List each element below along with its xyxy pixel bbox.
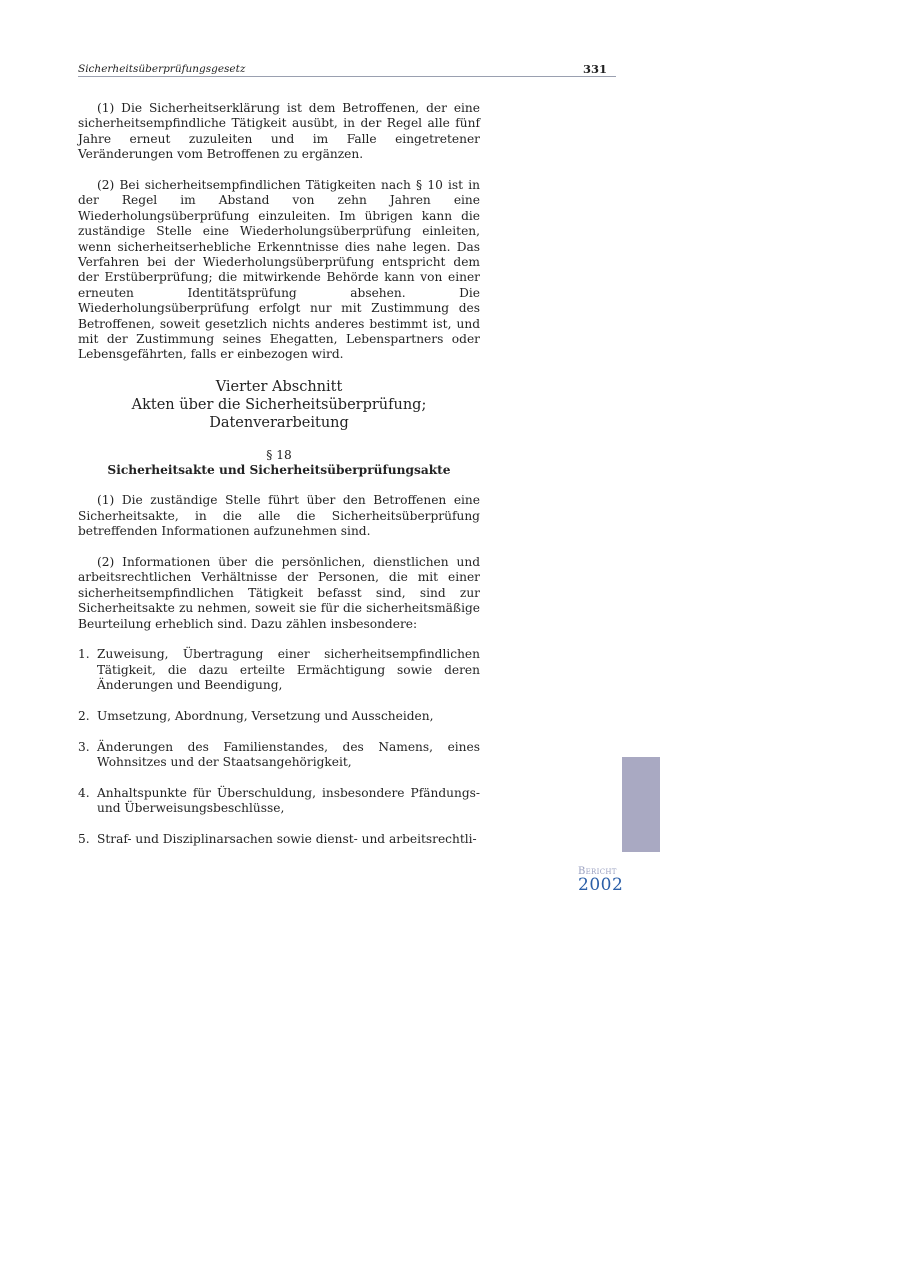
list-item-number: 1.: [78, 647, 90, 662]
page-number: 331: [583, 62, 608, 76]
intro-paragraph-2: (2) Bei sicherheitsempfindlichen Tätigkeiten nach § 10 ist in der Regel im Abstand von zehn Jahren eine Wiederholungsüberprüfung einzuleiten. Im übrigen kann die zuständige Stelle eine Wiederholungsüberprüfung einleiten, wenn sicherheitserhebliche Erkenntnisse dies nahe legen. Das Verfahren bei der Wiederholungsüberprüfung entspricht dem der Erstüberprüfung; die mitwirkende Behörde kann von einer erneuten Identitätsprüfung absehen. Die Wiederholungsüberprüfung erfolgt nur mit Zustimmung des Betroffenen, soweit gesetzlich nichts anderes bestimmt ist, und mit der Zustimmung seines Ehegatten, Lebenspartners oder Lebensgefährten, falls er einbezogen wird.: [78, 178, 480, 362]
list-item-number: 5.: [78, 832, 90, 847]
brand-word: Bericht: [578, 866, 617, 877]
body-paragraph-1: (1) Die zuständige Stelle führt über den Betroffenen eine Sicherheitsakte, in die alle die Sicherheitsüberprüfung betreffenden Informationen aufzunehmen sind.: [78, 493, 480, 539]
list-item-text: Umsetzung, Abordnung, Versetzung und Ausscheiden,: [97, 708, 434, 723]
list-item-text: Zuweisung, Übertragung einer sicherheitsempfindlichen Tätigkeit, die dazu erteilte Ermächtigung sowie deren Änderungen und Beendigung,: [97, 647, 480, 693]
text-column: [78, 101, 480, 863]
list-item: [78, 647, 480, 693]
brand-year: 2002: [578, 875, 624, 895]
paragraph-heading: [78, 448, 480, 478]
section-heading-line-2: Akten über die Sicherheitsüberprüfung;: [131, 397, 427, 414]
list-item-text: Anhaltspunkte für Überschuldung, insbesondere Pfändungs- und Überweisungsbeschlüsse,: [97, 785, 480, 816]
list-item: [78, 832, 480, 847]
header-title: Sicherheitsüberprüfungsgesetz: [78, 63, 246, 75]
list-item: [78, 709, 480, 724]
list-item: [78, 740, 480, 771]
report-brand: [578, 866, 634, 894]
body-paragraph-2: (2) Informationen über die persönlichen, dienstlichen und arbeitsrechtlichen Verhältnisse der Personen, die mit einer sicherheitsempfindlichen Tätigkeit befasst sind, sind zur Sicherheitsakte zu nehmen, soweit sie für die sicherheitsmäßige Beurteilung erheblich sind. Dazu zählen insbesondere:: [78, 554, 480, 631]
list-item-number: 3.: [78, 739, 90, 754]
running-header: [78, 62, 616, 77]
list-item-text: Straf- und Disziplinarsachen sowie dienst- und arbeitsrechtli-: [97, 832, 477, 847]
list-item-number: 2.: [78, 708, 90, 723]
margin-color-bar: [622, 757, 660, 852]
list-item-number: 4.: [78, 785, 90, 800]
section-heading-line-3: Datenverarbeitung: [209, 415, 349, 432]
intro-paragraph-1: (1) Die Sicherheitserklärung ist dem Betroffenen, der eine sicherheitsempfindliche Tätigkeit ausübt, in der Regel alle fünf Jahre erneut zuzuleiten und im Falle eingetretener Veränderungen vom Betroffenen zu ergänzen.: [78, 101, 480, 162]
section-heading-line-1: Vierter Abschnitt: [215, 379, 343, 396]
enumerated-list: [78, 647, 480, 847]
list-item: [78, 786, 480, 817]
list-item-text: Änderungen des Familienstandes, des Namens, eines Wohnsitzes und der Staatsangehörigkeit,: [97, 739, 480, 770]
paragraph-title: Sicherheitsakte und Sicherheitsüberprüfungsakte: [107, 463, 451, 478]
section-heading: [78, 378, 480, 432]
paragraph-number: § 18: [266, 448, 292, 463]
